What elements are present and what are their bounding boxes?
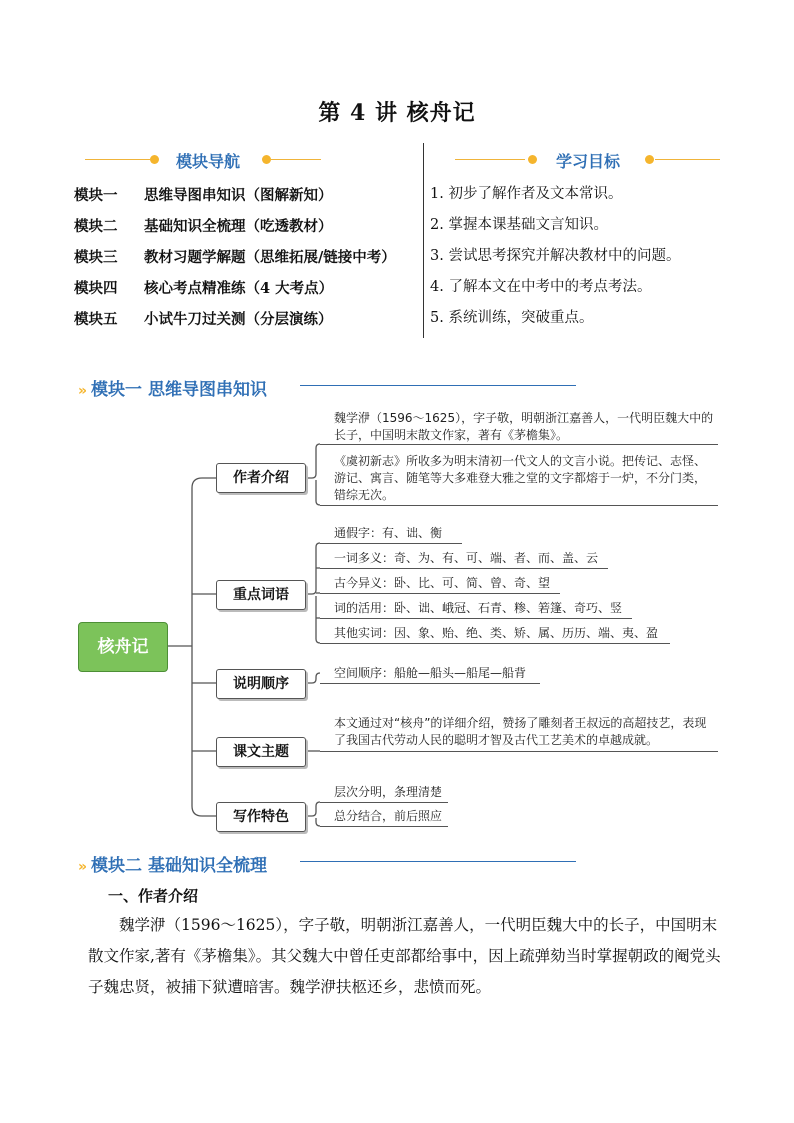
leaf-underline [320, 826, 448, 827]
goal-item: 3. 尝试思考探究并解决教材中的问题。 [430, 248, 681, 264]
leaf-style-2: 总分结合，前后照应 [334, 809, 443, 823]
goal-item: 5. 系统训练，突破重点。 [430, 310, 594, 326]
goal-item: 2. 掌握本课基础文言知识。 [430, 217, 608, 233]
leaf-order: 空间顺序：船舱—船头—船尾—船背 [334, 666, 527, 680]
branch-theme: 课文主题 [216, 737, 306, 767]
leaf-underline [320, 505, 718, 506]
branch-author: 作者介绍 [216, 463, 306, 493]
double-chevron-icon: » [78, 383, 88, 399]
double-chevron-icon: » [78, 859, 88, 875]
goals-header: 学习目标 [556, 152, 621, 171]
goal-item: 4. 了解本文在中考中的考点考法。 [430, 279, 652, 295]
leaf-underline [320, 444, 718, 445]
goal-item: 1. 初步了解作者及文本常识。 [430, 186, 623, 202]
nav-item: 模块四 核心考点精准练（4 大考点） [74, 280, 334, 297]
subheading-author: 一、作者介绍 [108, 887, 199, 905]
leaf-theme: 本文通过对“核舟”的详细介绍，赞扬了雕刻者王叔远的高超技艺，表现了我国古代劳动人民的聪明才智及古代工艺美术的卓越成就。 [334, 716, 707, 747]
leaf-author-book: 《虞初新志》所收多为明末清初一代文人的文言小说。把传记、志怪、游记、寓言、随笔等大多难登大雅之堂的文字都熔于一炉，不分门类，错综无次。 [334, 454, 707, 502]
leaf-underline [320, 802, 448, 803]
branch-style: 写作特色 [216, 802, 306, 832]
leaf-underline [320, 593, 560, 594]
nav-item: 模块三 教材习题学解题（思维拓展/链接中考） [74, 249, 396, 266]
page-title: 第 4 讲 核舟记 [318, 100, 476, 126]
leaf-words-2: 一词多义：奇、为、有、可、端、者、而、盖、云 [334, 551, 599, 565]
leaf-underline [320, 643, 670, 644]
leaf-underline [320, 568, 608, 569]
leaf-words-1: 通假字：有、诎、衡 [334, 526, 443, 540]
leaf-style-1: 层次分明，条理清楚 [334, 785, 443, 799]
leaf-underline [320, 543, 462, 544]
section-heading-line [300, 861, 576, 862]
section-heading-1: » 模块一 思维导图串知识 [78, 380, 267, 400]
leaf-underline [320, 751, 718, 752]
leaf-words-5: 其他实词：因、象、贻、绝、类、矫、属、历历、端、夷、盈 [334, 626, 659, 640]
mindmap-root: 核舟记 [78, 622, 168, 672]
branch-order: 说明顺序 [216, 669, 306, 699]
nav-item: 模块五 小试牛刀过关测（分层演练） [74, 311, 333, 328]
nav-item: 模块一 思维导图串知识（图解新知） [74, 187, 333, 204]
nav-header: 模块导航 [176, 152, 241, 171]
leaf-words-4: 词的活用：卧、诎、峨冠、石青、糁、箬篷、奇巧、竖 [334, 601, 623, 615]
leaf-underline [320, 618, 632, 619]
leaf-underline [320, 683, 540, 684]
author-paragraph: 魏学洢（1596～1625），字子敬，明朝浙江嘉善人，一代明臣魏大中的长子，中国明末散文作家,著有《茅檐集》。其父魏大中曾任吏部都给事中，因上疏弹劾当时掌握朝政的阉党头子魏忠贤，被捕下狱遭暗害。魏学洢扶柩还乡，悲愤而死。 [88, 916, 721, 996]
leaf-words-3: 古今异义：卧、比、可、简、曾、奇、望 [334, 576, 551, 590]
nav-item: 模块二 基础知识全梳理（吃透教材） [74, 218, 333, 235]
section-heading-2: » 模块二 基础知识全梳理 [78, 856, 267, 876]
leaf-author-bio: 魏学洢（1596～1625），字子敬，明朝浙江嘉善人，一代明臣魏大中的长子，中国明末散文作家，著有《茅檐集》。 [334, 411, 714, 442]
branch-key-words: 重点词语 [216, 580, 306, 610]
